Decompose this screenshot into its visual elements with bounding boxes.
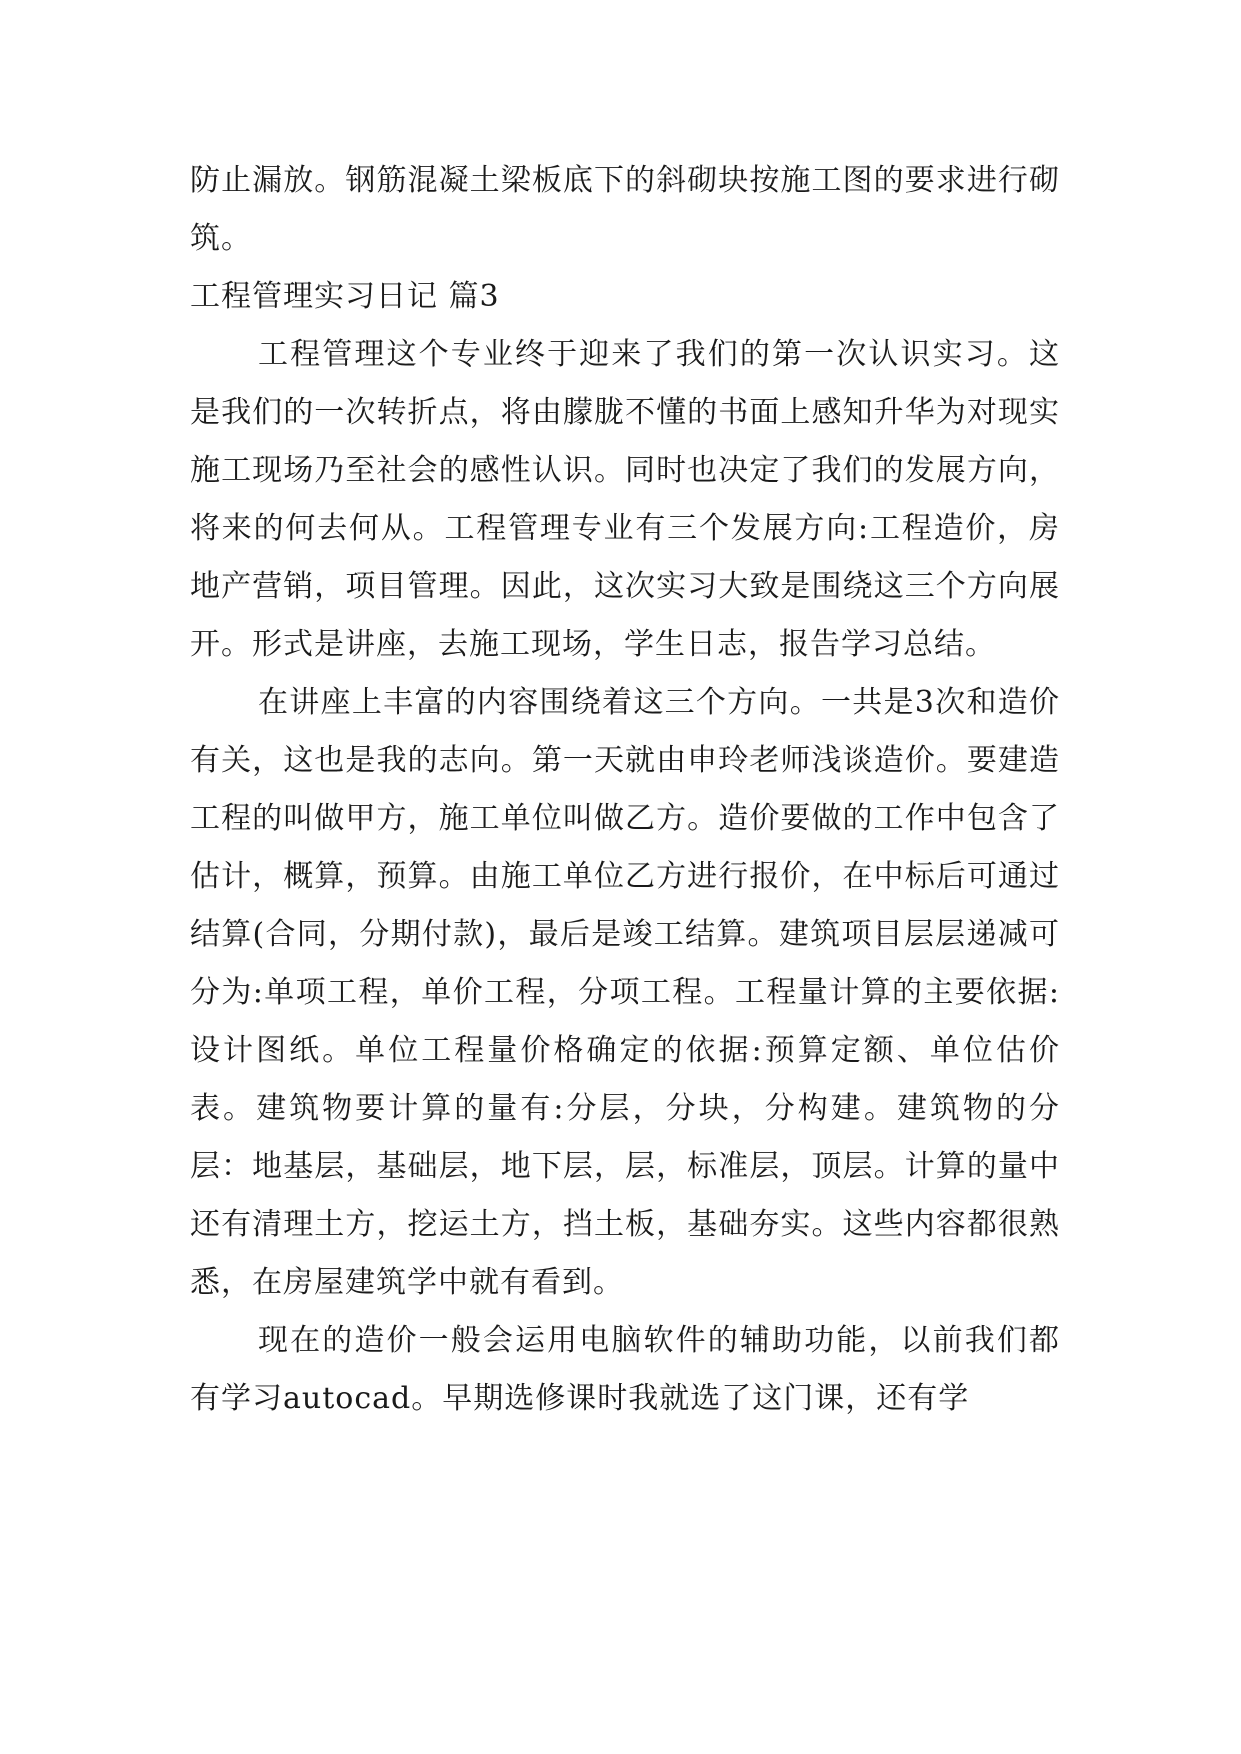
paragraph-software: 现在的造价一般会运用电脑软件的辅助功能，以前我们都有学习autocad。早期选修课时我就选了这门课，还有学 [190,1323,1060,1416]
paragraph-lectures: 在讲座上丰富的内容围绕着这三个方向。一共是3次和造价有关，这也是我的志向。第一天就由申玲老师浅谈造价。要建造工程的叫做甲方，施工单位叫做乙方。造价要做的工作中包含了估计，概算，预算。由施工单位乙方进行报价，在中标后可通过结算(合同，分期付款)，最后是竣工结算。建筑项目层层递减可分为:单项工程，单价工程，分项工程。工程量计算的主要依据:设计图纸。单位工程量价格确定的依据:预算定额、单位估价表。建筑物要计算的量有:分层，分块，分构建。建筑物的分层：地基层，基础层，地下层，层，标准层，顶层。计算的量中还有清理土方，挖运土方，挡土板，基础夯实。这些内容都很熟悉，在房屋建筑学中就有看到。 [190,685,1060,1300]
paragraph-intro: 工程管理这个专业终于迎来了我们的第一次认识实习。这是我们的一次转折点，将由朦胧不懂的书面上感知升华为对现实施工现场乃至社会的感性认识。同时也决定了我们的发展方向，将来的何去何从。工程管理专业有三个发展方向:工程造价，房地产营销，项目管理。因此，这次实习大致是围绕这三个方向展开。形式是讲座，去施工现场，学生日志，报告学习总结。 [190,337,1060,662]
paragraph-continuation: 防止漏放。钢筋混凝土梁板底下的斜砌块按施工图的要求进行砌筑。 [190,163,1060,256]
section-heading: 工程管理实习日记 篇3 [190,279,500,314]
document-body [190,152,1060,1428]
